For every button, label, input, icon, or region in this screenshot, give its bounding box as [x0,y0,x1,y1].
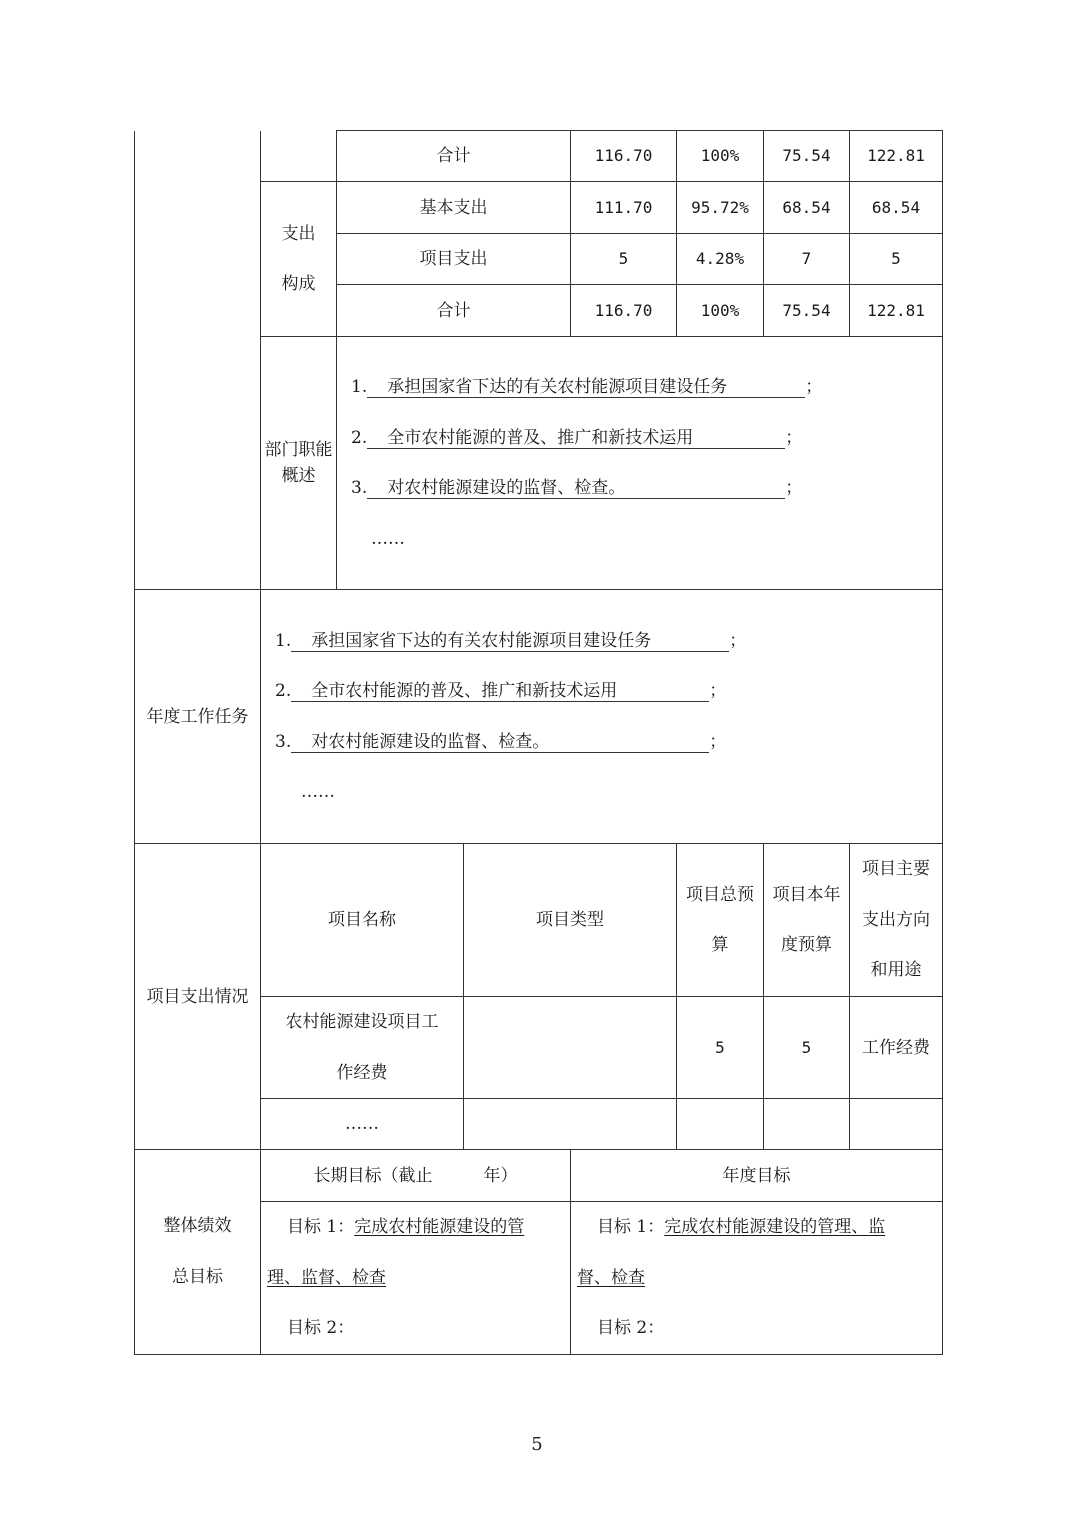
row-label: 基本支出 [337,182,571,234]
empty-cell [850,1099,943,1150]
project-ellipsis: …… [261,1099,464,1150]
empty-cell [464,1099,677,1150]
projects-label: 项目支出情况 [135,844,261,1150]
value-cell: 7 [764,234,850,285]
functions-list [337,337,943,590]
list-item: 3. 对农村能源建设的监督、检查。 ； [351,478,803,498]
row-label: 合计 [337,131,571,182]
ratio-cell: 4.28% [677,234,764,285]
project-total-budget: 5 [677,997,764,1099]
goal-2: 目标 2： [287,1318,355,1338]
row-label: 合计 [337,285,571,337]
value-cell: 75.54 [764,131,850,182]
budget-table [134,130,943,1355]
income-group-continued [261,131,337,182]
empty-cell [764,1099,850,1150]
project-year-budget: 5 [764,997,850,1099]
annual-goal-header: 年度目标 [571,1150,943,1202]
projects-header-row [135,844,943,997]
functions-label: 部门职能概述 [261,337,337,590]
tasks-list [261,590,943,844]
col-header-use: 项目主要 支出方向 和用途 [850,844,943,997]
list-item: 2. 全市农村能源的普及、推广和新技术运用 ； [351,427,803,448]
col-header-year: 项目本年 度预算 [764,844,850,997]
value-cell: 68.54 [850,182,943,234]
project-type [464,997,677,1099]
performance-label: 整体绩效 总目标 [135,1150,261,1355]
project-name: 农村能源建设项目工 作经费 [261,997,464,1099]
value-cell: 5 [850,234,943,285]
goal-1-continued: 督、检查 [577,1267,645,1288]
tasks-label: 年度工作任务 [135,590,261,844]
page-number: 5 [531,1434,543,1455]
col-header-name: 项目名称 [261,844,464,997]
col-header-type: 项目类型 [464,844,677,997]
section-label-continued [135,131,261,590]
list-item: 1. 承担国家省下达的有关农村能源项目建设任务 ； [275,630,747,651]
amount-cell: 116.70 [571,285,677,337]
value-cell: 122.81 [850,285,943,337]
amount-cell: 111.70 [571,182,677,234]
row-label: 项目支出 [337,234,571,285]
col-header-total: 项目总预 算 [677,844,764,997]
tasks-row [135,590,943,844]
value-cell: 122.81 [850,131,943,182]
income-total-row [135,131,943,182]
list-ellipsis: …… [301,782,335,802]
project-use: 工作经费 [850,997,943,1099]
list-item: 2. 全市农村能源的普及、推广和新技术运用 ； [275,681,727,701]
ratio-cell: 95.72% [677,182,764,234]
long-term-goal-header: 长期目标（截止 年） [261,1150,571,1202]
value-cell: 68.54 [764,182,850,234]
expenditure-group-label: 支出 构成 [261,182,337,337]
list-item: 1. 承担国家省下达的有关农村能源项目建设任务 ； [351,377,823,397]
list-ellipsis: …… [371,528,405,549]
goal-2: 目标 2： [597,1318,665,1338]
annual-goals [571,1202,943,1355]
goals-header-row [135,1150,943,1202]
empty-cell [677,1099,764,1150]
amount-cell: 5 [571,234,677,285]
ratio-cell: 100% [677,131,764,182]
ratio-cell: 100% [677,285,764,337]
value-cell: 75.54 [764,285,850,337]
goal-1: 目标 1：完成农村能源建设的管 [287,1217,525,1237]
goal-1: 目标 1：完成农村能源建设的管理、监 [597,1217,886,1237]
long-term-goals [261,1202,571,1355]
amount-cell: 116.70 [571,131,677,182]
list-item: 3. 对农村能源建设的监督、检查。 ； [275,731,727,752]
goal-1-continued: 理、监督、检查 [267,1267,386,1288]
